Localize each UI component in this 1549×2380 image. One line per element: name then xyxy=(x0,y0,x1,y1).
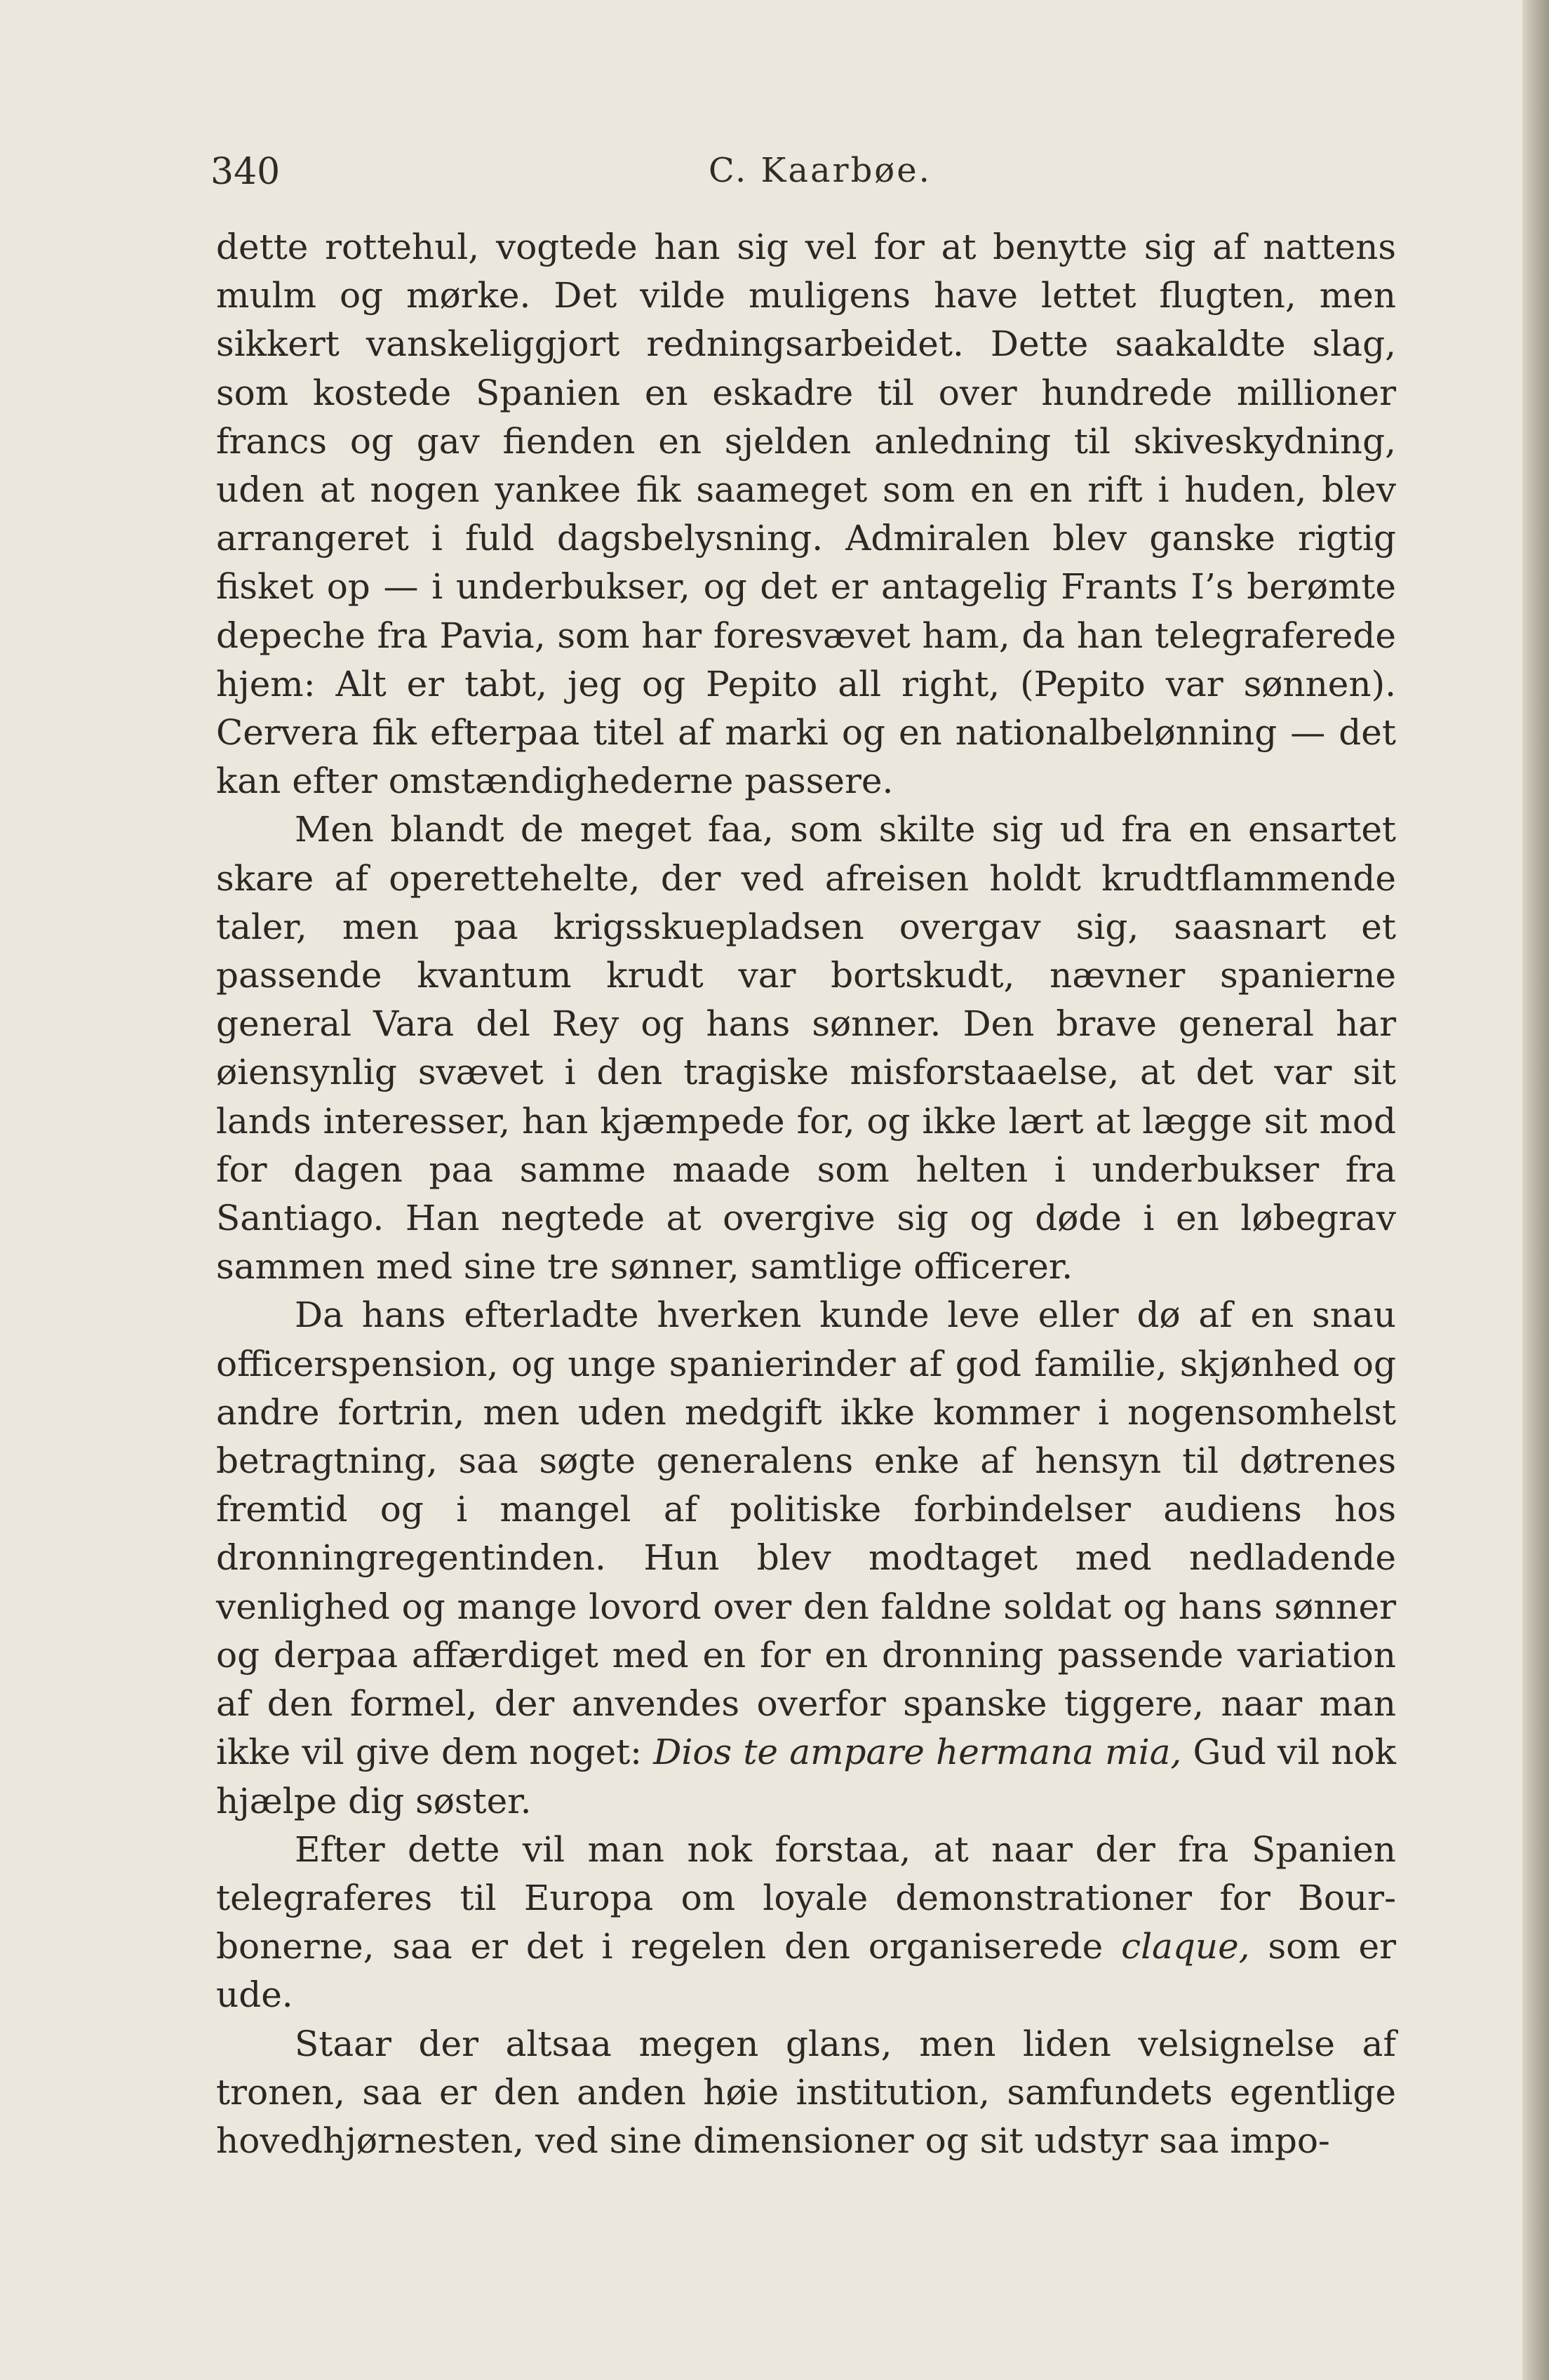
paragraph xyxy=(216,223,1396,805)
text-segment: Efter dette vil man nok forstaa, at naar der fra Spanien telegraferes til Europa om loyale demonstrationer for Bourbonerne, saa er det i regelen den organiserede xyxy=(216,1829,1396,1967)
text-segment: Da hans efterladte hverken kunde leve eller dø af en snau officerspension, og unge spanierinder af god familie, skjønhed og andre fortrin, men uden medgift ikke kommer i nogensomhelst betragtning, saa søgte generalens enke af hensyn til døtrenes fremtid og i mangel af politiske forbindelser audiens hos dronningregentinden. Hun blev modtaget med nedladende venlighed og mange lovord over den faldne soldat og hans sønner og derpaa affærdiget med en for en dronning passende variation af den formel, der anvendes overfor spanske tiggere, naar man ikke vil give dem noget: xyxy=(216,1295,1396,1773)
text-segment: Gud vil nok hjælpe dig søster. xyxy=(216,1732,1396,1821)
italic-phrase: Dios te ampare hermana mia, xyxy=(653,1732,1182,1773)
text-segment: Men blandt de meget faa, som skilte sig ud fra en ensartet skare af operettehelte, der ved afreisen holdt krudtflammende taler, men paa krigsskuepladsen overgav sig, saasnart et passende kvantum krudt var bortskudt, nævner spanierne general Vara del Rey og hans sønner. Den brave general har øiensynlig svævet i den tragiske misforstaaelse, at det var sit lands interesser, han kjæmpede for, og ikke lært at lægge sit mod for dagen paa samme maade som helten i underbukser fra Santiago. Han negtede at overgive sig og døde i en løbegrav sammen med sine tre sønner, samtlige officerer. xyxy=(216,809,1396,1288)
page-header xyxy=(210,151,1403,200)
running-head: C. Kaarbøe. xyxy=(709,151,932,190)
text-segment: dette rottehul, vogtede han sig vel for at benytte sig af nattens mulm og mørke. Det vilde muligens have lettet flugten, men sikkert vanskeliggjort redningsarbeidet. Dette saakaldte slag, som kostede Spanien en eskadre til over hundrede millioner francs og gav fienden en sjelden anledning til skiveskydning, uden at nogen yankee fik saameget som en en rift i huden, blev arrangeret i fuld dagsbelysning. Admiralen blev ganske rigtig fisket op — i underbukser, og det er antagelig Frants I’s berømte depeche fra Pavia, som har foresvævet ham, da han telegraferede hjem: Alt er tabt, jeg og Pepito all right, (Pepito var sønnen). Cervera fik efterpaa titel af marki og en nationalbelønning — det kan efter omstændighederne passere. xyxy=(216,227,1396,802)
paragraph xyxy=(216,805,1396,1291)
paragraph xyxy=(216,1826,1396,2020)
paragraph xyxy=(216,1291,1396,1825)
paragraph xyxy=(216,2020,1396,2166)
page-number: 340 xyxy=(210,151,281,193)
italic-phrase: claque, xyxy=(1121,1926,1250,1967)
text-segment: som er ude. xyxy=(216,1926,1397,2016)
page-edge xyxy=(1522,0,1549,2380)
body-text xyxy=(216,223,1396,2165)
text-segment: Staar der altsaa megen glans, men liden velsignelse af tronen, saa er den anden høie institution, samfundets egentlige hovedhjørnesten, ved sine dimensioner og sit udstyr saa impo- xyxy=(216,2023,1396,2161)
